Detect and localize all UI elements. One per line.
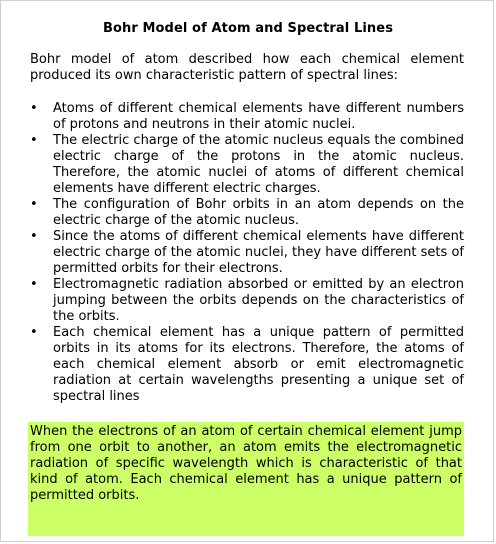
highlight-text: When the electrons of an atom of certain chemical element jump from one orbit to another, an atom emits the electromagnetic radiation of specific wavelength which is characteristic of that kind of atom. Each chemical element has a unique pattern of permitted orbits.	[30, 424, 462, 503]
bullet-icon: •	[30, 277, 38, 292]
bullet-icon: •	[30, 133, 38, 148]
bullet-text: The configuration of Bohr orbits in an atom depends on the electric charge of the atomic nucleus.	[53, 197, 464, 228]
bullet-icon: •	[30, 197, 38, 212]
bullet-list	[30, 101, 464, 405]
bullet-item	[30, 133, 464, 197]
bullet-text: Each chemical element has a unique pattern of permitted orbits in its atoms for its electrons. Therefore, the atoms of each chemical element absorb or emit electromagnetic radiation at certain wavelengths presenting a unique set of spectral lines	[53, 325, 464, 404]
bullet-text: The electric charge of the atomic nucleus equals the combined electric charge of the protons in the atomic nucleus. Therefore, the atomic nuclei of atoms of different chemical elements have different electric charges.	[53, 133, 464, 196]
bullet-item	[30, 197, 464, 229]
page-title: Bohr Model of Atom and Spectral Lines	[102, 21, 394, 36]
bullet-item	[30, 229, 464, 277]
bullet-item	[30, 101, 464, 133]
bullet-text: Since the atoms of different chemical elements have different electric charge of the atomic nuclei, they have different sets of permitted orbits for their electrons.	[53, 229, 464, 276]
bullet-item	[30, 325, 464, 405]
bullet-icon: •	[30, 101, 38, 116]
bullet-text: Atoms of different chemical elements have different numbers of protons and neutrons in their atomic nuclei.	[53, 101, 464, 132]
bullet-icon: •	[30, 325, 38, 340]
bullet-item	[30, 277, 464, 325]
bullet-icon: •	[30, 229, 38, 244]
highlight-box	[28, 422, 464, 536]
intro-paragraph: Bohr model of atom described how each chemical element produced its own characteristic pattern of spectral lines:	[30, 52, 464, 83]
bullet-text: Electromagnetic radiation absorbed or emitted by an electron jumping between the orbits depends on the characteristics of the orbits.	[53, 277, 464, 324]
